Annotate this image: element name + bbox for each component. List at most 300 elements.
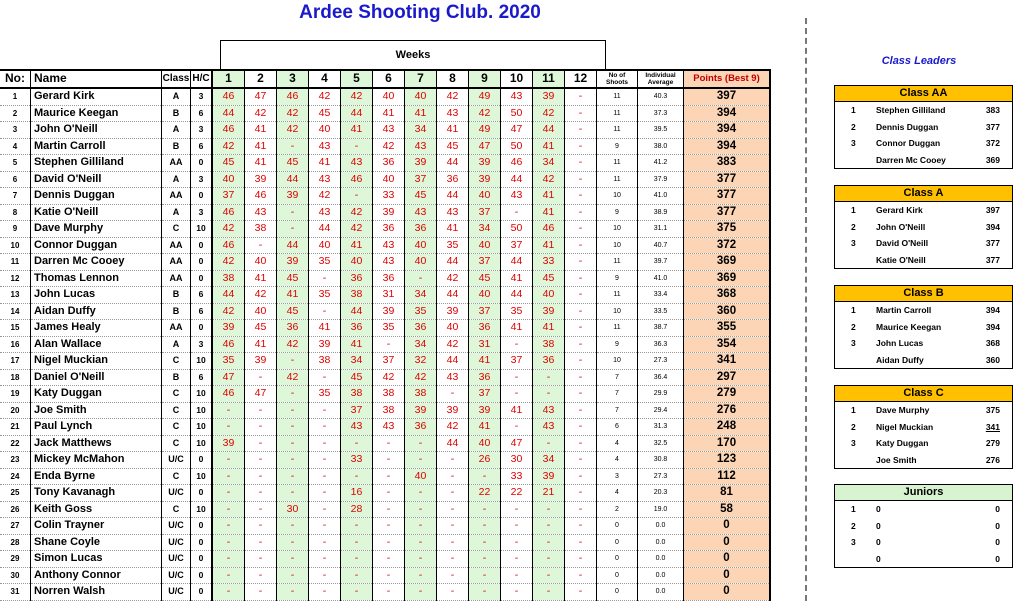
week-score: 39 xyxy=(373,303,405,320)
leader-name: 0 xyxy=(876,504,881,514)
week-score: 41 xyxy=(245,336,277,353)
week-score: 39 xyxy=(469,402,501,419)
week-score: - xyxy=(501,534,533,551)
leader-score: 394 xyxy=(985,221,1000,232)
week-score: 44 xyxy=(277,237,309,254)
week-score: 47 xyxy=(469,138,501,155)
leader-rank: 3 xyxy=(851,338,856,348)
table-row xyxy=(0,88,770,105)
week-score: 42 xyxy=(309,188,341,205)
week-score: - xyxy=(437,485,469,502)
week-score: 40 xyxy=(309,122,341,139)
week-score: - xyxy=(245,534,277,551)
week-score: 45 xyxy=(277,270,309,287)
leader-score: 276 xyxy=(985,454,1000,465)
page-title: Ardee Shooting Club. 2020 xyxy=(299,2,541,23)
week-score: - xyxy=(277,551,309,568)
table-row xyxy=(0,435,770,452)
shooter-class: C xyxy=(162,501,191,518)
row-number: 15 xyxy=(0,320,31,337)
row-number: 12 xyxy=(0,270,31,287)
week-score: 38 xyxy=(309,353,341,370)
row-number: 16 xyxy=(0,336,31,353)
week-score: 45 xyxy=(405,188,437,205)
shooter-name: John O'Neill xyxy=(31,122,162,139)
individual-average: 40.7 xyxy=(638,237,684,254)
individual-average: 41.2 xyxy=(638,155,684,172)
shooter-class: B xyxy=(162,303,191,320)
shoots-count: 11 xyxy=(597,254,638,271)
week-score: 39 xyxy=(373,204,405,221)
points-total: 170 xyxy=(684,435,771,452)
week-score: - xyxy=(309,534,341,551)
week-score: - xyxy=(565,270,597,287)
week-score: - xyxy=(212,584,245,601)
row-number: 27 xyxy=(0,518,31,535)
shoots-count: 4 xyxy=(597,485,638,502)
shooter-class: U/C xyxy=(162,551,191,568)
week-score: - xyxy=(373,567,405,584)
week-score: 42 xyxy=(533,171,565,188)
week-score: - xyxy=(212,567,245,584)
week-score: 50 xyxy=(501,138,533,155)
week-score: 38 xyxy=(212,270,245,287)
shoots-count: 9 xyxy=(597,270,638,287)
week-score: 46 xyxy=(501,155,533,172)
week-score: - xyxy=(277,534,309,551)
week-score: - xyxy=(437,501,469,518)
week-score: - xyxy=(309,567,341,584)
week-score: - xyxy=(501,501,533,518)
shooter-class: C xyxy=(162,435,191,452)
week-score: - xyxy=(245,485,277,502)
leader-name: David O'Neill xyxy=(876,238,929,248)
week-score: 44 xyxy=(277,171,309,188)
week-score: 36 xyxy=(341,320,373,337)
leader-name: Maurice Keegan xyxy=(876,321,942,332)
shooter-class: A xyxy=(162,88,191,105)
week-score: 34 xyxy=(533,155,565,172)
shooter-class: C xyxy=(162,221,191,238)
week-score: - xyxy=(565,303,597,320)
week-score: - xyxy=(437,584,469,601)
row-number: 7 xyxy=(0,188,31,205)
handicap: 0 xyxy=(191,188,213,205)
week-score: 42 xyxy=(405,369,437,386)
week-score: 35 xyxy=(373,320,405,337)
week-score: 45 xyxy=(437,138,469,155)
week-score: - xyxy=(212,419,245,436)
week-score: - xyxy=(245,452,277,469)
week-score: - xyxy=(341,567,373,584)
table-row xyxy=(0,320,770,337)
shoots-count: 10 xyxy=(597,237,638,254)
week-score: - xyxy=(277,584,309,601)
handicap: 3 xyxy=(191,88,213,105)
week-score: 40 xyxy=(533,287,565,304)
shoots-count: 7 xyxy=(597,369,638,386)
week-score: 43 xyxy=(373,122,405,139)
week-score: 44 xyxy=(437,435,469,452)
handicap: 3 xyxy=(191,122,213,139)
leader-box-title: Juniors xyxy=(835,485,1012,501)
shoots-count: 3 xyxy=(597,468,638,485)
shooter-name: Enda Byrne xyxy=(31,468,162,485)
shooter-name: Dave Murphy xyxy=(31,221,162,238)
shooter-name: Thomas Lennon xyxy=(31,270,162,287)
week-score: - xyxy=(565,336,597,353)
week-score: - xyxy=(565,88,597,105)
week-score: - xyxy=(565,254,597,271)
leader-name: 0 xyxy=(876,553,881,564)
week-score: - xyxy=(565,567,597,584)
week-score: 42 xyxy=(373,369,405,386)
table-row xyxy=(0,171,770,188)
individual-average: 31.1 xyxy=(638,221,684,238)
week-score: 44 xyxy=(341,105,373,122)
leader-box-title: Class B xyxy=(835,286,1012,302)
week-score: 41 xyxy=(533,320,565,337)
week-score: - xyxy=(309,303,341,320)
week-score: 45 xyxy=(212,155,245,172)
individual-average: 39.5 xyxy=(638,122,684,139)
leader-name: Joe Smith xyxy=(876,454,917,465)
week-score: 40 xyxy=(341,254,373,271)
week-score: - xyxy=(277,386,309,403)
week-score: - xyxy=(565,122,597,139)
table-row xyxy=(0,419,770,436)
week-score: 43 xyxy=(405,138,437,155)
header-name: Name xyxy=(31,70,162,88)
week-score: 36 xyxy=(373,221,405,238)
leader-entry xyxy=(835,402,1012,419)
week-score: - xyxy=(373,551,405,568)
week-score: 36 xyxy=(277,320,309,337)
row-number: 22 xyxy=(0,435,31,452)
week-score: - xyxy=(565,501,597,518)
shooter-class: C xyxy=(162,386,191,403)
week-score: 42 xyxy=(212,221,245,238)
shoots-count: 6 xyxy=(597,419,638,436)
shooter-class: C xyxy=(162,402,191,419)
shoots-count: 9 xyxy=(597,336,638,353)
week-score: 39 xyxy=(405,155,437,172)
leader-name: John Lucas xyxy=(876,338,924,348)
points-total: 383 xyxy=(684,155,771,172)
week-score: 44 xyxy=(533,122,565,139)
week-score: 43 xyxy=(341,419,373,436)
week-score: 36 xyxy=(533,353,565,370)
individual-average: 27.3 xyxy=(638,353,684,370)
individual-average: 20.3 xyxy=(638,485,684,502)
week-score: 33 xyxy=(501,468,533,485)
week-score: 42 xyxy=(212,138,245,155)
table-row xyxy=(0,567,770,584)
leader-name: Dave Murphy xyxy=(876,405,930,415)
leader-box-title: Class AA xyxy=(835,86,1012,102)
week-score: 40 xyxy=(437,320,469,337)
week-score: - xyxy=(405,501,437,518)
row-number: 6 xyxy=(0,171,31,188)
week-score: - xyxy=(245,518,277,535)
handicap: 10 xyxy=(191,501,213,518)
row-number: 29 xyxy=(0,551,31,568)
shooter-name: Tony Kavanagh xyxy=(31,485,162,502)
leader-box-title: Class A xyxy=(835,186,1012,202)
header-week: 7 xyxy=(405,70,437,88)
shoots-count: 9 xyxy=(597,204,638,221)
shoots-count: 7 xyxy=(597,402,638,419)
table-row xyxy=(0,336,770,353)
shooter-name: Connor Duggan xyxy=(31,237,162,254)
week-score: - xyxy=(245,435,277,452)
header-week: 8 xyxy=(437,70,469,88)
individual-average: 36.4 xyxy=(638,369,684,386)
week-score: - xyxy=(373,452,405,469)
week-score: - xyxy=(405,270,437,287)
leader-box xyxy=(834,484,1013,568)
shoots-count: 9 xyxy=(597,138,638,155)
week-score: - xyxy=(501,518,533,535)
leader-entry xyxy=(835,452,1012,469)
individual-average: 0.0 xyxy=(638,567,684,584)
week-score: 33 xyxy=(341,452,373,469)
individual-average: 38.7 xyxy=(638,320,684,337)
week-score: 47 xyxy=(245,88,277,105)
leader-rank: 1 xyxy=(851,105,856,115)
leader-entry xyxy=(835,501,1012,518)
week-score: 30 xyxy=(501,452,533,469)
shooter-class: U/C xyxy=(162,567,191,584)
shooter-name: Martin Carroll xyxy=(31,138,162,155)
row-number: 8 xyxy=(0,204,31,221)
week-score: 46 xyxy=(533,221,565,238)
week-score: - xyxy=(309,551,341,568)
week-score: 39 xyxy=(309,336,341,353)
leader-score: 279 xyxy=(985,438,1000,448)
handicap: 0 xyxy=(191,485,213,502)
shooter-class: B xyxy=(162,287,191,304)
shoots-count: 2 xyxy=(597,501,638,518)
week-score: 35 xyxy=(405,303,437,320)
handicap: 0 xyxy=(191,534,213,551)
row-number: 31 xyxy=(0,584,31,601)
leader-entry xyxy=(835,335,1012,352)
shooter-class: A xyxy=(162,336,191,353)
week-score: 36 xyxy=(469,369,501,386)
week-score: - xyxy=(245,369,277,386)
shooter-name: Darren Mc Cooey xyxy=(31,254,162,271)
week-score: 43 xyxy=(533,402,565,419)
points-total: 375 xyxy=(684,221,771,238)
handicap: 6 xyxy=(191,303,213,320)
points-total: 0 xyxy=(684,567,771,584)
points-total: 368 xyxy=(684,287,771,304)
week-score: - xyxy=(277,353,309,370)
individual-average: 38.9 xyxy=(638,204,684,221)
row-number: 20 xyxy=(0,402,31,419)
week-score: - xyxy=(565,452,597,469)
points-total: 354 xyxy=(684,336,771,353)
leader-name: Nigel Muckian xyxy=(876,421,934,432)
individual-average: 41.0 xyxy=(638,188,684,205)
shooter-name: Aidan Duffy xyxy=(31,303,162,320)
week-score: - xyxy=(565,138,597,155)
week-score: - xyxy=(212,518,245,535)
week-score: 46 xyxy=(212,122,245,139)
week-score: - xyxy=(245,468,277,485)
leader-name: 0 xyxy=(876,537,881,547)
week-score: 43 xyxy=(501,88,533,105)
week-score: - xyxy=(245,551,277,568)
week-score: - xyxy=(565,402,597,419)
week-score: 46 xyxy=(245,188,277,205)
week-score: 37 xyxy=(501,353,533,370)
row-number: 23 xyxy=(0,452,31,469)
table-row xyxy=(0,270,770,287)
handicap: 0 xyxy=(191,320,213,337)
header-week: 9 xyxy=(469,70,501,88)
individual-average: 41.0 xyxy=(638,270,684,287)
week-score: 41 xyxy=(501,270,533,287)
shooter-name: Nigel Muckian xyxy=(31,353,162,370)
week-score: 47 xyxy=(501,435,533,452)
week-score: 41 xyxy=(437,221,469,238)
row-number: 14 xyxy=(0,303,31,320)
week-score: - xyxy=(437,518,469,535)
week-score: - xyxy=(277,468,309,485)
week-score: 42 xyxy=(437,336,469,353)
week-score: 36 xyxy=(405,320,437,337)
shooter-class: A xyxy=(162,122,191,139)
leader-entry xyxy=(835,518,1012,535)
week-score: - xyxy=(501,204,533,221)
leader-name: Dennis Duggan xyxy=(876,121,939,132)
table-row xyxy=(0,303,770,320)
week-score: 41 xyxy=(277,287,309,304)
leader-entry xyxy=(835,302,1012,319)
points-total: 279 xyxy=(684,386,771,403)
points-total: 297 xyxy=(684,369,771,386)
leader-score: 397 xyxy=(985,205,1000,215)
handicap: 10 xyxy=(191,419,213,436)
table-row xyxy=(0,485,770,502)
week-score: 43 xyxy=(245,204,277,221)
week-score: 40 xyxy=(373,171,405,188)
week-score: - xyxy=(373,336,405,353)
leader-rank: 1 xyxy=(851,205,856,215)
week-score: 43 xyxy=(309,204,341,221)
points-total: 0 xyxy=(684,518,771,535)
week-score: 39 xyxy=(245,171,277,188)
leader-name: Darren Mc Cooey xyxy=(876,154,946,165)
week-score: - xyxy=(437,452,469,469)
week-score: - xyxy=(469,551,501,568)
week-score: 49 xyxy=(469,122,501,139)
leader-name: John O'Neill xyxy=(876,221,926,232)
week-score: 43 xyxy=(437,369,469,386)
week-score: 36 xyxy=(437,171,469,188)
leader-score: 372 xyxy=(985,138,1000,148)
week-score: 46 xyxy=(212,88,245,105)
week-score: 44 xyxy=(341,303,373,320)
week-score: 39 xyxy=(245,353,277,370)
leader-rank: 2 xyxy=(851,221,856,232)
week-score: - xyxy=(533,584,565,601)
week-score: - xyxy=(277,204,309,221)
leader-rank: 2 xyxy=(851,321,856,332)
table-row xyxy=(0,534,770,551)
shooter-class: B xyxy=(162,369,191,386)
handicap: 0 xyxy=(191,237,213,254)
week-score: - xyxy=(501,336,533,353)
row-number: 21 xyxy=(0,419,31,436)
leader-name: Katy Duggan xyxy=(876,438,929,448)
week-score: - xyxy=(469,501,501,518)
week-score: - xyxy=(533,534,565,551)
shoots-count: 11 xyxy=(597,88,638,105)
week-score: - xyxy=(565,353,597,370)
week-score: 41 xyxy=(341,122,373,139)
row-number: 10 xyxy=(0,237,31,254)
row-number: 11 xyxy=(0,254,31,271)
table-row xyxy=(0,452,770,469)
leader-box-title: Class C xyxy=(835,386,1012,402)
shooter-name: Paul Lynch xyxy=(31,419,162,436)
individual-average: 33.4 xyxy=(638,287,684,304)
shooter-name: Daniel O'Neill xyxy=(31,369,162,386)
week-score: - xyxy=(469,468,501,485)
individual-average: 37.3 xyxy=(638,105,684,122)
points-total: 276 xyxy=(684,402,771,419)
week-score: 43 xyxy=(405,204,437,221)
shoots-count: 11 xyxy=(597,171,638,188)
shoots-count: 4 xyxy=(597,452,638,469)
leader-rank: 2 xyxy=(851,421,856,432)
week-score: 41 xyxy=(309,155,341,172)
week-score: 47 xyxy=(501,122,533,139)
shooter-name: Alan Wallace xyxy=(31,336,162,353)
leader-score: 368 xyxy=(985,338,1000,348)
leader-box xyxy=(834,285,1013,369)
week-score: 34 xyxy=(405,287,437,304)
week-score: 50 xyxy=(501,221,533,238)
week-score: - xyxy=(565,204,597,221)
week-score: 43 xyxy=(501,188,533,205)
points-total: 0 xyxy=(684,534,771,551)
leader-box xyxy=(834,85,1013,169)
week-score: 34 xyxy=(533,452,565,469)
individual-average: 0.0 xyxy=(638,551,684,568)
week-score: - xyxy=(533,369,565,386)
table-row xyxy=(0,204,770,221)
table-row xyxy=(0,221,770,238)
week-score: 43 xyxy=(373,237,405,254)
week-score: 34 xyxy=(469,221,501,238)
week-score: - xyxy=(565,468,597,485)
week-score: - xyxy=(309,435,341,452)
week-score: - xyxy=(565,551,597,568)
leader-entry xyxy=(835,119,1012,136)
leader-entry xyxy=(835,152,1012,169)
week-score: 41 xyxy=(501,320,533,337)
week-score: - xyxy=(212,534,245,551)
individual-average: 0.0 xyxy=(638,518,684,535)
leader-entry xyxy=(835,102,1012,119)
results-table xyxy=(0,69,771,601)
table-row xyxy=(0,518,770,535)
week-score: 40 xyxy=(245,303,277,320)
